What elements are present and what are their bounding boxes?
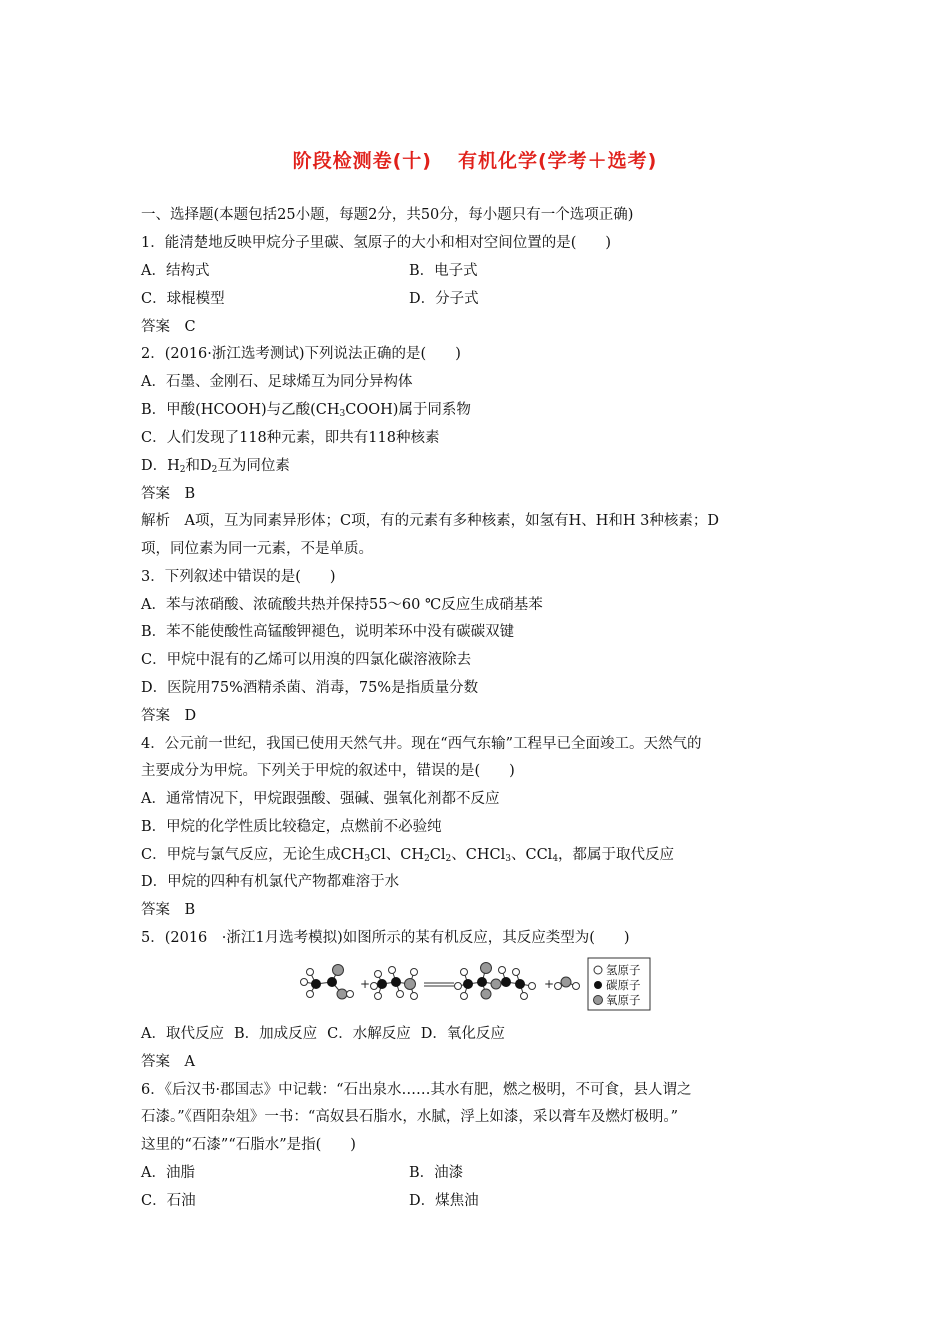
svg-text:+: + <box>544 977 555 991</box>
q2-analysis-line2: 项，同位素为同一元素，不是单质。 <box>141 541 373 557</box>
q6-stem-line1: 6．《后汉书·郡国志》中记载：“石出泉水……其水有肥，燃之极明，不可食，县人谓之 <box>141 1082 692 1098</box>
q4-option-a: A．通常情况下，甲烷跟强酸、强碱、强氧化剂都不反应 <box>141 791 500 807</box>
legend-carbon: 碳原子 <box>606 978 641 992</box>
reaction-diagram <box>296 956 652 1012</box>
q3-option-d: D．医院用75%酒精杀菌、消毒，75%是指质量分数 <box>141 680 479 696</box>
q1-stem: 1．能清楚地反映甲烷分子里碳、氢原子的大小和相对空间位置的是( ) <box>141 235 612 251</box>
q2-option-d: D．$H_2$和$D_2$互为同位素 <box>141 458 290 475</box>
q2-analysis-line1: 解析 A项，互为同素异形体；C项，有的元素有多种核素，如氢有H、H和H 3种核素；D <box>141 513 719 529</box>
q5-option-c: C．水解反应 <box>327 1026 411 1042</box>
q6-option-b: B．油漆 <box>409 1165 464 1181</box>
q2-option-a: A．石墨、金刚石、足球烯互为同分异构体 <box>141 374 413 390</box>
q6-option-d: D．煤焦油 <box>409 1193 479 1209</box>
q3-option-c: C．甲烷中混有的乙烯可以用溴的四氯化碳溶液除去 <box>141 652 472 668</box>
q5-option-b: B．加成反应 <box>233 1026 318 1042</box>
q5-options <box>141 1024 515 1044</box>
q3-option-a: A．苯与浓硝酸、浓硫酸共热并保持55～60 ℃反应生成硝基苯 <box>141 597 543 613</box>
q4-answer: 答案 B <box>141 902 196 918</box>
page-title: 阶段检测卷(十) 有机化学(学考＋选考) <box>292 150 658 172</box>
q1-option-c: C．球棍模型 <box>141 291 225 307</box>
legend-hydrogen: 氢原子 <box>606 963 641 977</box>
q6-stem-line2: 石漆。”《酉阳杂俎》一书：“高奴县石脂水，水腻，浮上如漆，采以膏车及燃灯极明。” <box>141 1109 678 1125</box>
q2-option-c: C．人们发现了118种元素，即共有118种核素 <box>141 430 440 446</box>
q4-option-c: C．甲烷与氯气反应，无论生成$CH_3Cl$、$CH_2Cl_2$、CHCl$_3$、CCl$_4$，都属于取代反应 <box>141 847 675 864</box>
q6-stem-line3: 这里的“石漆”“石脂水”是指( ) <box>141 1137 356 1153</box>
q5-option-a: A．取代反应 <box>141 1026 224 1042</box>
q4-stem-line1: 4．公元前一世纪，我国已使用天然气井。现在“西气东输”工程早已全面竣工。天然气的 <box>141 736 702 752</box>
q5-answer: 答案 A <box>141 1054 195 1070</box>
q4-stem-line2: 主要成分为甲烷。下列关于甲烷的叙述中，错误的是( ) <box>141 763 515 779</box>
q1-answer: 答案 C <box>141 319 196 335</box>
q3-option-b: B．苯不能使酸性高锰酸钾褪色，说明苯环中没有碳碳双键 <box>141 624 515 640</box>
q1-option-d: D．分子式 <box>409 291 479 307</box>
q1-option-b: B．电子式 <box>409 263 478 279</box>
q2-stem: 2．(2016·浙江选考测试)下列说法正确的是( ) <box>141 346 461 362</box>
section-heading: 一、选择题(本题包括25小题，每题2分，共50分，每小题只有一个选项正确) <box>141 207 634 223</box>
q4-option-b: B．甲烷的化学性质比较稳定，点燃前不必验纯 <box>141 819 442 835</box>
q5-stem: 5．(2016 ·浙江1月选考模拟)如图所示的某有机反应，其反应类型为( ) <box>141 930 630 946</box>
q1-option-a: A．结构式 <box>141 263 210 279</box>
q5-option-d: D．氧化反应 <box>420 1026 505 1042</box>
q6-option-a: A．油脂 <box>141 1165 195 1181</box>
q2-option-b: B．甲酸(HCOOH)与乙酸$(CH_3COOH)$属于同系物 <box>141 402 471 419</box>
q3-answer: 答案 D <box>141 708 197 724</box>
legend-oxygen: 氧原子 <box>606 993 641 1007</box>
svg-text:+: + <box>360 977 371 991</box>
q2-answer: 答案 B <box>141 486 196 502</box>
q3-stem: 3．下列叙述中错误的是( ) <box>141 569 336 585</box>
q6-option-c: C．石油 <box>141 1193 196 1209</box>
q4-option-d: D．甲烷的四种有机氯代产物都难溶于水 <box>141 874 400 890</box>
